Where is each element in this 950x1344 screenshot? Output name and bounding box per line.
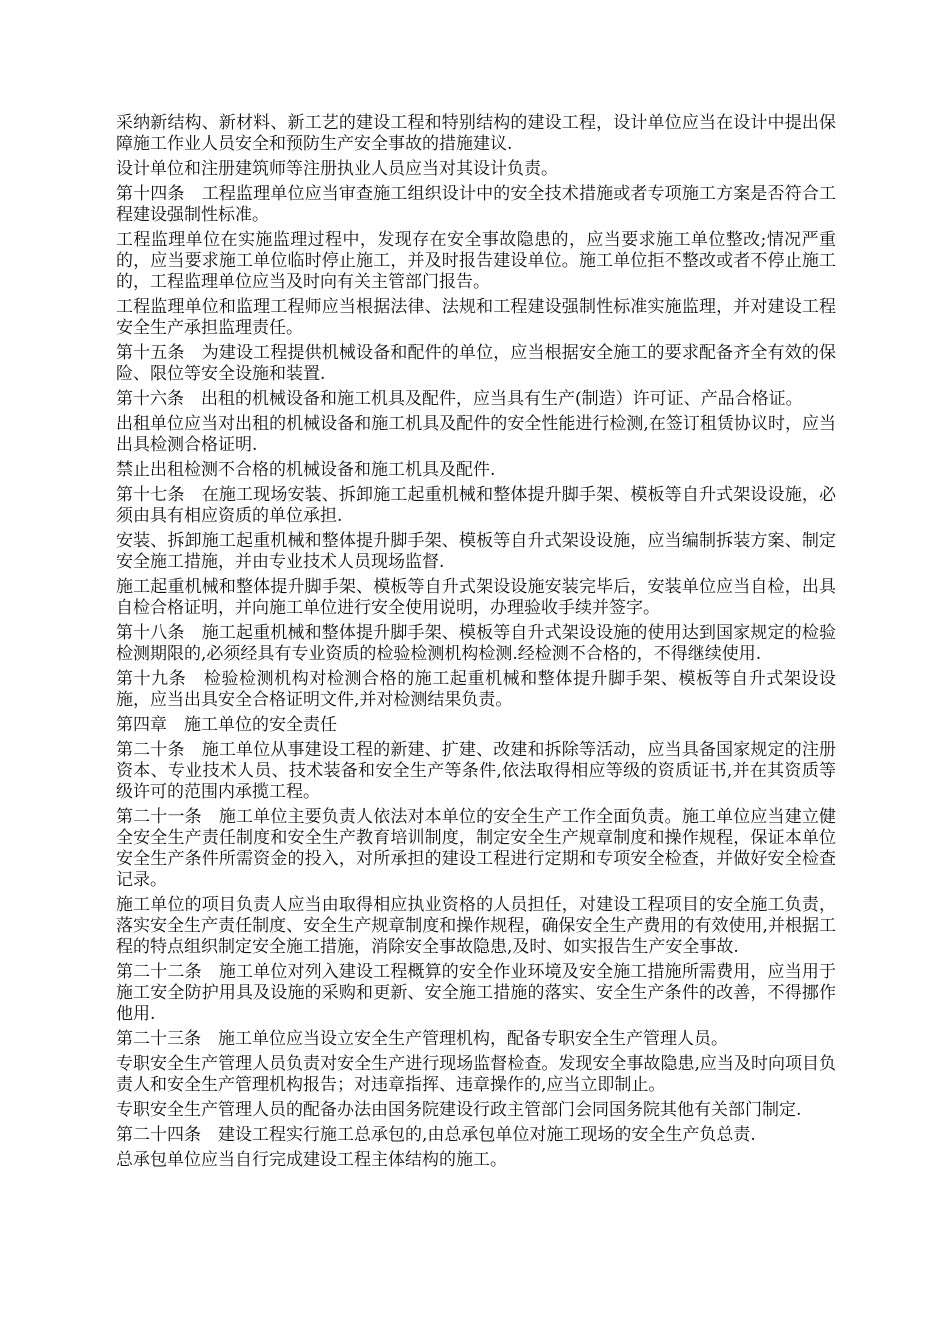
article-19-paragraph: 第十九条 检验检测机构对检测合格的施工起重机械和整体提升脚手架、模板等自升式架设设施，应当出具安全合格证明文件,并对检测结果负责。 xyxy=(116,669,836,710)
paragraph: 施工起重机械和整体提升脚手架、模板等自升式架设设施安装完毕后，安装单位应当自检，出具自检合格证明，并向施工单位进行安全使用说明，办理验收手续并签字。 xyxy=(116,577,836,618)
article-24-paragraph: 第二十四条 建设工程实行施工总承包的,由总承包单位对施工现场的安全生产负总责. xyxy=(116,1125,756,1145)
article-21-paragraph: 第二十一条 施工单位主要负责人依法对本单位的安全生产工作全面负责。施工单位应当建立健全安全生产责任制度和安全生产教育培训制度，制定安全生产规章制度和操作规程，保证本单位安全生产条件所需资金的投入，对所承担的建设工程进行定期和专项安全检查，并做好安全检查记录。 xyxy=(116,807,836,890)
paragraph: 采纳新结构、新材料、新工艺的建设工程和特别结构的建设工程，设计单位应当在设计中提出保障施工作业人员安全和预防生产安全事故的措施建议. xyxy=(116,113,836,154)
document-body xyxy=(116,113,836,1175)
paragraph: 专职安全生产管理人员负责对安全生产进行现场监督检查。发现安全事故隐患,应当及时向项目负责人和安全生产管理机构报告；对违章指挥、违章操作的,应当立即制止。 xyxy=(116,1054,836,1095)
paragraph: 总承包单位应当自行完成建设工程主体结构的施工。 xyxy=(116,1150,507,1170)
article-20-paragraph: 第二十条 施工单位从事建设工程的新建、扩建、改建和拆除等活动，应当具备国家规定的注册资本、专业技术人员、技术装备和安全生产等条件,依法取得相应等级的资质证书,并在其资质等级许可的范围内承揽工程。 xyxy=(116,740,836,802)
article-18-paragraph: 第十八条 施工起重机械和整体提升脚手架、模板等自升式架设设施的使用达到国家规定的检验检测期限的,必须经具有专业资质的检验检测机构检测.经检测不合格的，不得继续使用. xyxy=(116,623,836,664)
article-16-paragraph: 第十六条 出租的机械设备和施工机具及配件，应当具有生产(制造）许可证、产品合格证。 xyxy=(116,389,803,409)
chapter-4-heading: 第四章 施工单位的安全责任 xyxy=(116,715,337,735)
paragraph: 禁止出租检测不合格的机械设备和施工机具及配件. xyxy=(116,460,496,480)
paragraph: 工程监理单位和监理工程师应当根据法律、法规和工程建设强制性标准实施监理，并对建设工程安全生产承担监理责任。 xyxy=(116,297,836,338)
paragraph: 设计单位和注册建筑师等注册执业人员应当对其设计负责。 xyxy=(116,159,558,179)
article-14-paragraph: 第十四条 工程监理单位应当审查施工组织设计中的安全技术措施或者专项施工方案是否符合工程建设强制性标准。 xyxy=(116,184,836,225)
article-23-paragraph: 第二十三条 施工单位应当设立安全生产管理机构，配备专职安全生产管理人员。 xyxy=(116,1029,728,1049)
article-22-paragraph: 第二十二条 施工单位对列入建设工程概算的安全作业环境及安全施工措施所需费用，应当用于施工安全防护用具及设施的采购和更新、安全施工措施的落实、安全生产条件的改善，不得挪作他用. xyxy=(116,962,836,1024)
article-15-paragraph: 第十五条 为建设工程提供机械设备和配件的单位，应当根据安全施工的要求配备齐全有效的保险、限位等安全设施和装置. xyxy=(116,343,836,384)
paragraph: 安装、拆卸施工起重机械和整体提升脚手架、模板等自升式架设设施，应当编制拆装方案、制定安全施工措施，并由专业技术人员现场监督. xyxy=(116,531,836,572)
paragraph: 施工单位的项目负责人应当由取得相应执业资格的人员担任，对建设工程项目的安全施工负责，落实安全生产责任制度、安全生产规章制度和操作规程，确保安全生产费用的有效使用,并根据工程的特点组织制定安全施工措施，消除安全事故隐患,及时、如实报告生产安全事故. xyxy=(116,895,836,957)
paragraph: 工程监理单位在实施监理过程中，发现存在安全事故隐患的，应当要求施工单位整改;情况严重的，应当要求施工单位临时停止施工，并及时报告建设单位。施工单位拒不整改或者不停止施工的，工程监理单位应当及时向有关主管部门报告。 xyxy=(116,230,836,292)
article-17-paragraph: 第十七条 在施工现场安装、拆卸施工起重机械和整体提升脚手架、模板等自升式架设设施，必须由具有相应资质的单位承担. xyxy=(116,485,836,526)
paragraph: 出租单位应当对出租的机械设备和施工机具及配件的安全性能进行检测,在签订租赁协议时，应当出具检测合格证明. xyxy=(116,414,836,455)
paragraph: 专职安全生产管理人员的配备办法由国务院建设行政主管部门会同国务院其他有关部门制定. xyxy=(116,1100,802,1120)
